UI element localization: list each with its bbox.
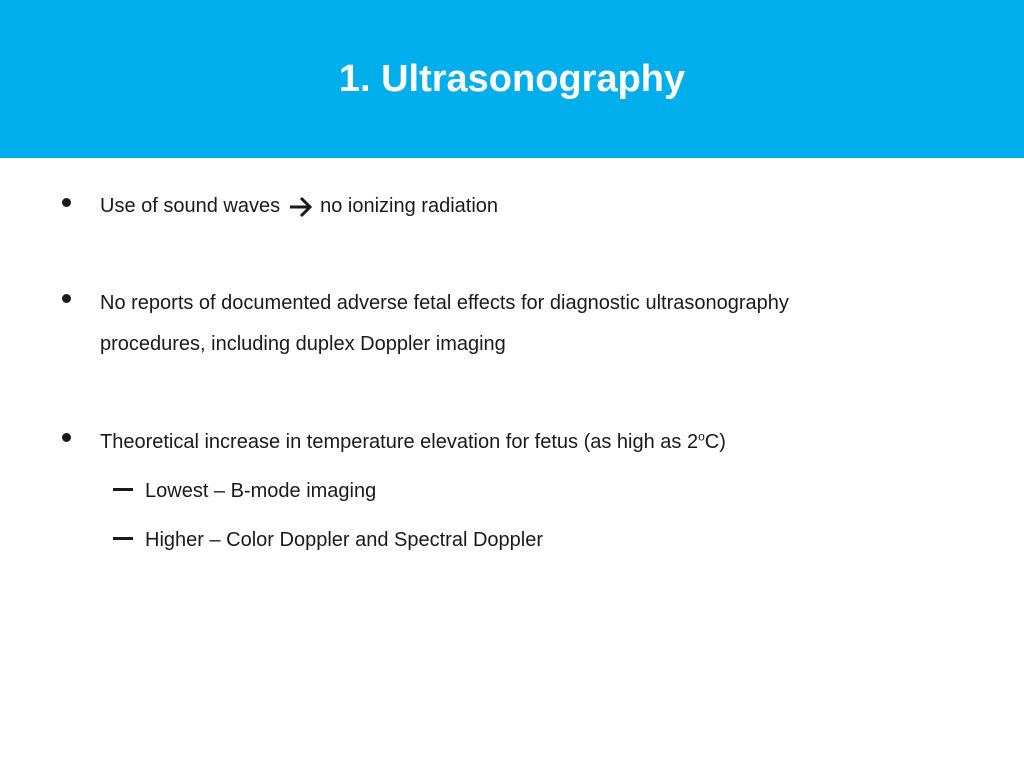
sub-bullet-text: Lowest – B-mode imaging: [145, 480, 377, 502]
bullet-text-part: C): [704, 431, 726, 453]
bullet-dot-icon: [62, 198, 71, 207]
slide-header: [0, 0, 1024, 158]
bullet-text: [100, 422, 726, 463]
bullet-dot-icon: [62, 433, 71, 442]
sub-bullet-text: Higher – Color Doppler and Spectral Doppler: [145, 529, 543, 551]
dash-icon: [113, 488, 133, 491]
bullet-dot-icon: [62, 294, 71, 303]
bullet-text-part: Theoretical increase in temperature elevation for fetus (as high as 2: [100, 431, 699, 453]
bullet-text-part: Use of sound waves: [100, 195, 281, 217]
slide-title: 1. Ultrasonography: [338, 58, 686, 100]
bullet-text: [100, 186, 498, 227]
bullet-text-part: no ionizing radiation: [320, 195, 499, 217]
bullet-text-line: procedures, including duplex Doppler imaging: [100, 333, 506, 355]
degree-superscript: o: [698, 429, 705, 444]
dash-icon: [113, 537, 133, 540]
arrow-right-icon: [288, 196, 314, 218]
bullet-text-line: No reports of documented adverse fetal effects for diagnostic ultrasonography: [100, 292, 789, 314]
